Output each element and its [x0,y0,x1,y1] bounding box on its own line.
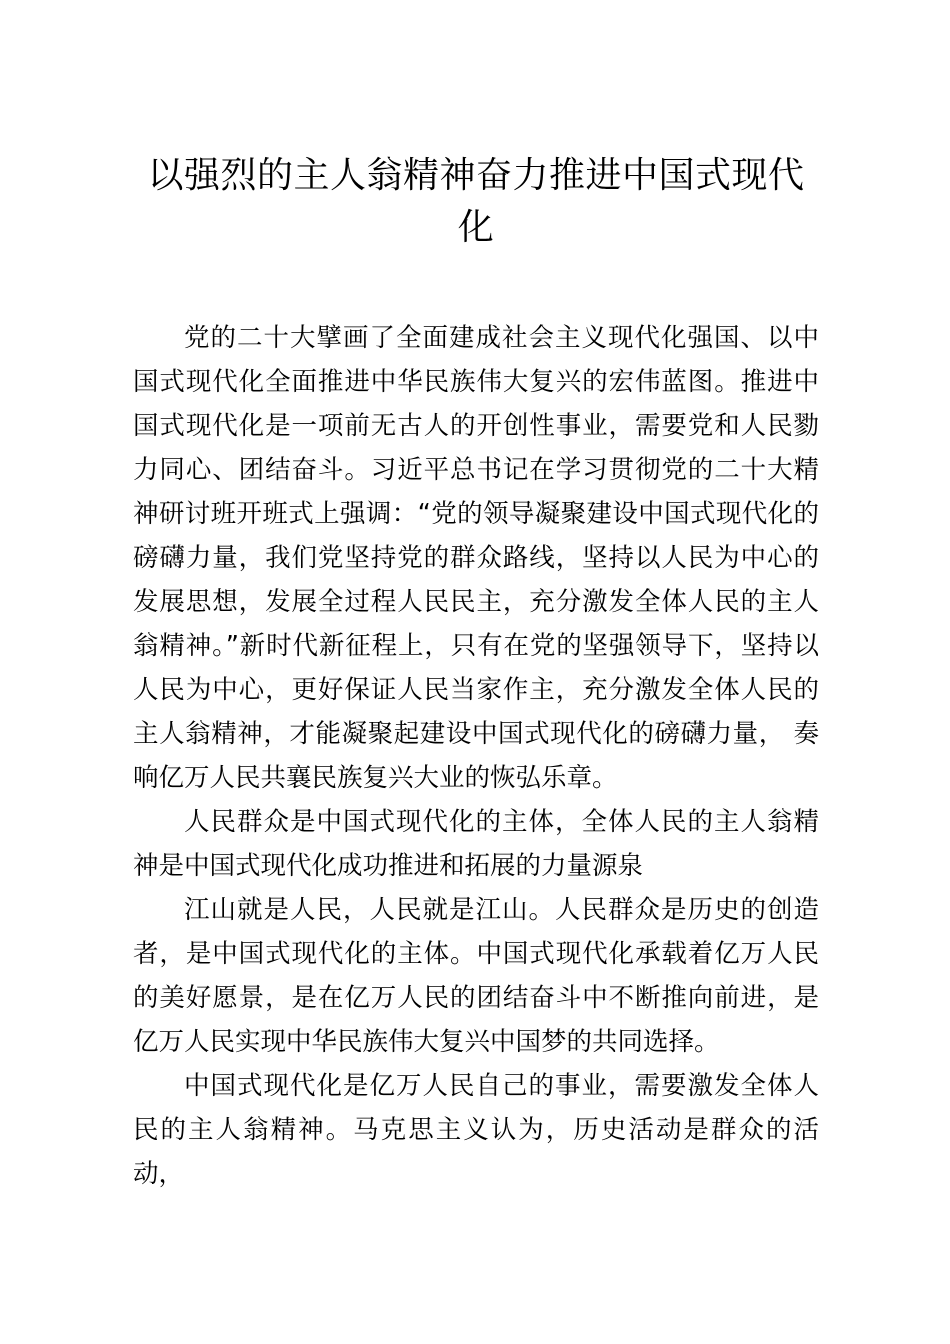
title-body-spacer [133,254,819,316]
body-paragraph-3: 江山就是人民，人民就是江山。人民群众是历史的创造者，是中国式现代化的主体。中国式现代化承载着亿万人民的美好愿景，是在亿万人民的团结奋斗中不断推向前进，是亿万人民实现中华民族伟大复兴中国梦的共同选择。 [133,895,819,1057]
document-body [133,150,819,1196]
page-title: 以强烈的主人翁精神奋力推进中国式现代化 [147,155,805,248]
body-paragraph-2: 人民群众是中国式现代化的主体，全体人民的主人翁精神是中国式现代化成功推进和拓展的力量源泉 [133,807,819,881]
body-paragraph-1: 党的二十大擘画了全面建成社会主义现代化强国、以中国式现代化全面推进中华民族伟大复兴的宏伟蓝图。推进中国式现代化是一项前无古人的开创性事业，需要党和人民勠力同心、团结奋斗。习近平总书记在学习贯彻党的二十大精神研讨班开班式上强调：“党的领导凝聚建设中国式现代化的磅礴力量，我们党坚持党的群众路线，坚持以人民为中心的发展思想，发展全过程人民民主，充分激发全体人民的主人翁精神。”新时代新征程上，只有在党的坚强领导下，坚持以人民为中心，更好保证人民当家作主，充分激发全体人民的主人翁精神，才能凝聚起建设中国式现代化的磅礴力量， 奏响亿万人民共襄民族复兴大业的恢弘乐章。 [133,323,819,793]
body-paragraph-4: 中国式现代化是亿万人民自己的事业，需要激发全体人民的主人翁精神。马克思主义认为，历史活动是群众的活动， [133,1071,819,1189]
